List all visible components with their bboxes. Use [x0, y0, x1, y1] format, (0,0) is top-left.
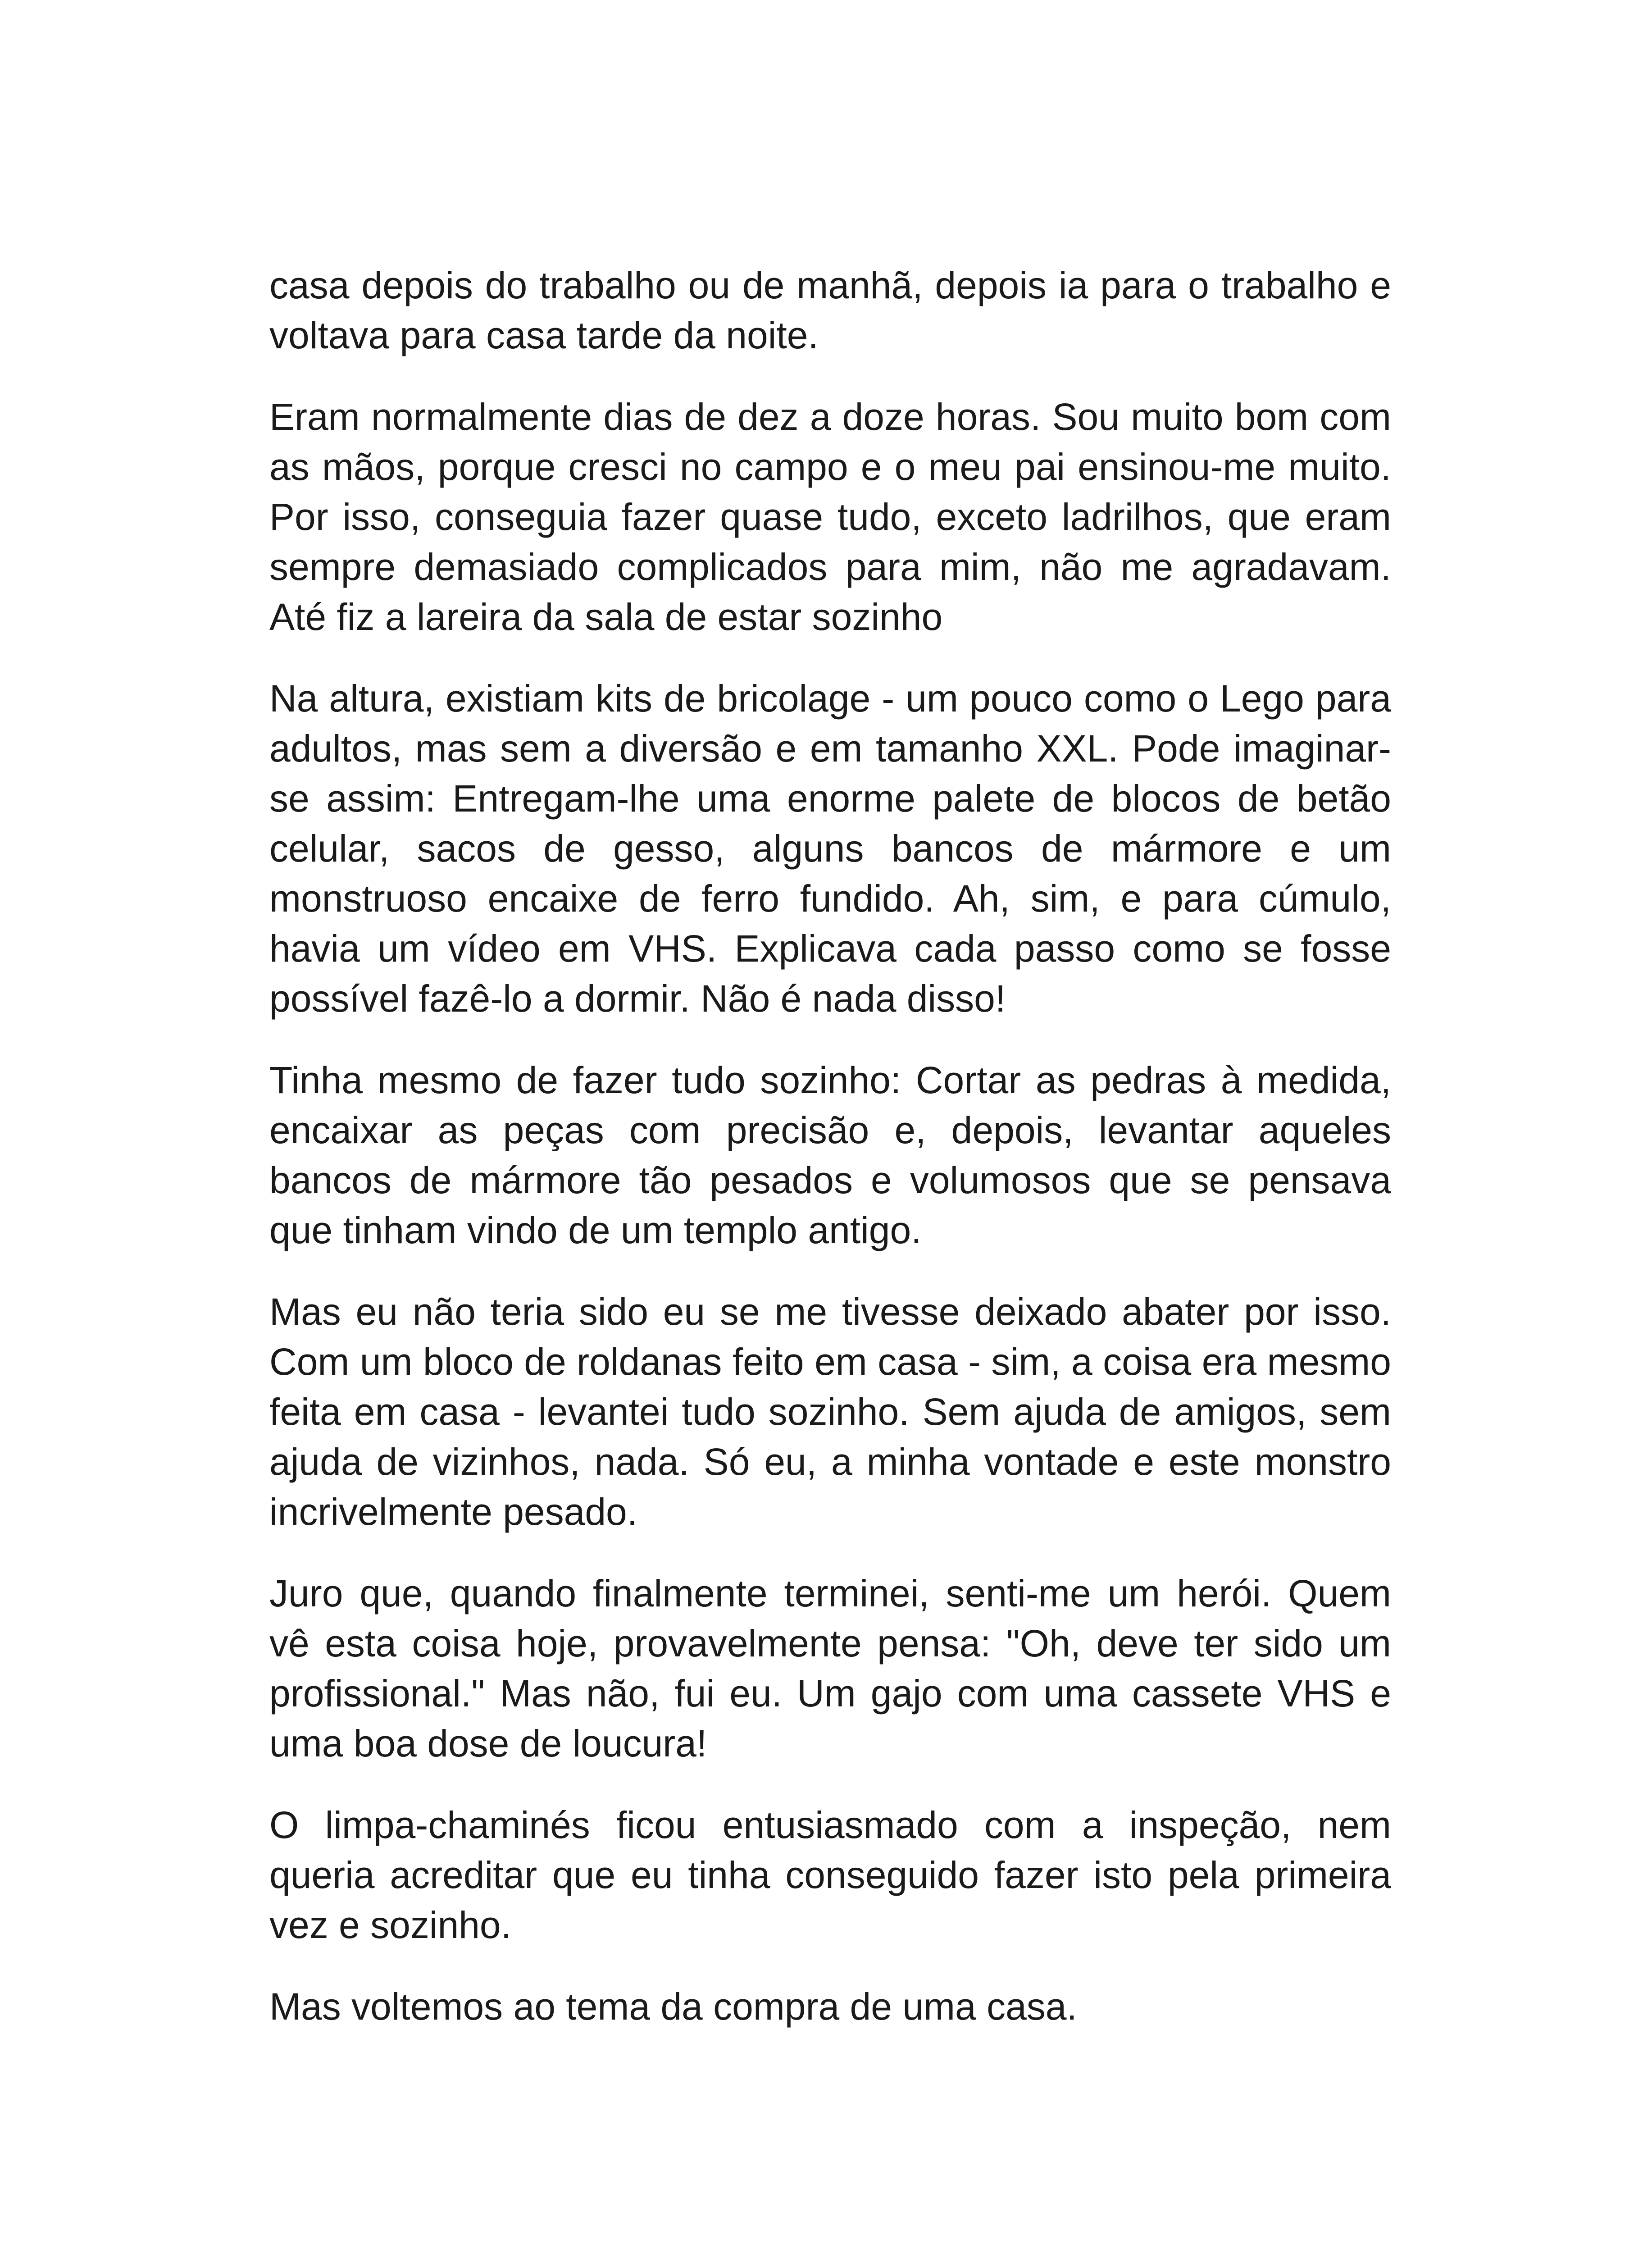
paragraph-5: Mas eu não teria sido eu se me tivesse deixado abater por isso. Com um bloco de roldanas feito em casa - sim, a coisa era mesmo feita em casa - levantei tudo sozinho. Sem ajuda de amigos, sem ajuda de vizinhos, nada. Só eu, a minha vontade e este monstro incrivelmente pesado.: [269, 1291, 1391, 1533]
paragraph-6: Juro que, quando finalmente terminei, senti-me um herói. Quem vê esta coisa hoje, provavelmente pensa: "Oh, deve ter sido um profissional." Mas não, fui eu. Um gajo com uma cassete VHS e uma boa dose de loucura!: [269, 1572, 1391, 1765]
paragraph-1: casa depois do trabalho ou de manhã, depois ia para o trabalho e voltava para casa tarde da noite.: [269, 264, 1391, 356]
paragraph-4: Tinha mesmo de fazer tudo sozinho: Cortar as pedras à medida, encaixar as peças com precisão e, depois, levantar aqueles bancos de mármore tão pesados e volumosos que se pensava que tinham vindo de um templo antigo.: [269, 1059, 1391, 1251]
paragraph-3: Na altura, existiam kits de bricolage - um pouco como o Lego para adultos, mas sem a diversão e em tamanho XXL. Pode imaginar-se assim: Entregam-lhe uma enorme palete de blocos de betão celular, sacos de gesso, alguns bancos de mármore e um monstruoso encaixe de ferro fundido. Ah, sim, e para cúmulo, havia um vídeo em VHS. Explicava cada passo como se fosse possível fazê-lo a dormir. Não é nada disso!: [269, 677, 1391, 1020]
body-text: [269, 260, 1391, 2063]
paragraph-8: Mas voltemos ao tema da compra de uma casa.: [269, 1985, 1077, 2028]
paragraph-7: O limpa-chaminés ficou entusiasmado com a inspeção, nem queria acreditar que eu tinha conseguido fazer isto pela primeira vez e sozinho.: [269, 1804, 1391, 1946]
paragraph-2: Eram normalmente dias de dez a doze horas. Sou muito bom com as mãos, porque cresci no campo e o meu pai ensinou-me muito. Por isso, conseguia fazer quase tudo, exceto ladrilhos, que eram sempre demasiado complicados para mim, não me agradavam. Até fiz a lareira da sala de estar sozinho: [269, 396, 1391, 638]
